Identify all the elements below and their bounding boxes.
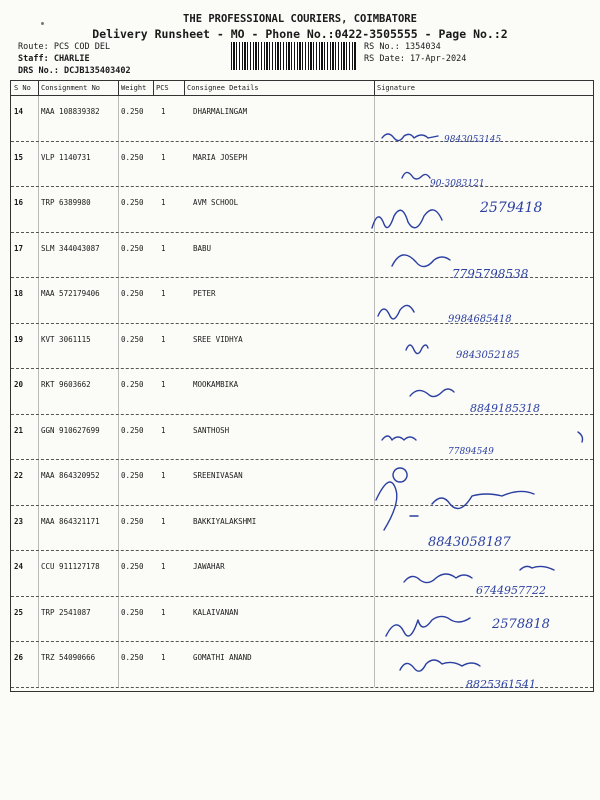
row-pcs: 1	[161, 516, 166, 526]
table-row	[11, 324, 593, 370]
table-row	[11, 460, 593, 506]
row-consignee: MARIA JOSEPH	[193, 152, 248, 162]
row-sno: 14	[14, 107, 24, 116]
row-sno: 24	[14, 562, 24, 571]
table-row	[11, 415, 593, 461]
row-consignment: GGN 910627699	[41, 425, 100, 435]
barcode-icon	[231, 42, 356, 70]
row-pcs: 1	[161, 198, 166, 207]
row-weight: 0.250	[121, 653, 144, 662]
table-row	[11, 278, 593, 324]
col-header-signature: Signature	[377, 84, 415, 92]
row-consignment: MAA 572179406	[41, 289, 100, 298]
row-sno: 20	[14, 380, 24, 389]
svg-text:9843052185: 9843052185	[456, 350, 520, 361]
row-pcs: 1	[161, 107, 166, 116]
row-weight: 0.250	[121, 380, 144, 389]
row-weight: 0.250	[121, 107, 144, 116]
row-consignment: SLM 344043087	[41, 243, 100, 253]
row-weight: 0.250	[121, 152, 144, 162]
col-header-pcs: PCS	[156, 84, 169, 92]
row-pcs: 1	[161, 471, 166, 480]
row-weight: 0.250	[121, 425, 144, 435]
row-weight: 0.250	[121, 334, 144, 344]
row-sno: 16	[14, 198, 24, 207]
row-weight: 0.250	[121, 289, 144, 298]
row-weight: 0.250	[121, 516, 144, 526]
col-header-consignee: Consignee Details	[187, 84, 259, 92]
svg-text:2578818: 2578818	[492, 617, 550, 632]
row-pcs: 1	[161, 334, 166, 344]
row-consignment: CCU 911127178	[41, 562, 100, 571]
col-header-sno: S No	[14, 84, 31, 92]
svg-text:7795798538: 7795798538	[452, 267, 529, 281]
row-consignee: KALAIVANAN	[193, 607, 239, 617]
svg-text:9843053145: 9843053145	[444, 135, 502, 145]
row-consignee: SREENIVASAN	[193, 471, 243, 480]
page-title: THE PROFESSIONAL COURIERS, COIMBATORE	[183, 13, 417, 25]
row-sno: 15	[14, 152, 24, 162]
svg-text:9984685418: 9984685418	[448, 314, 512, 325]
rs-number: RS No.: 1354034	[364, 42, 441, 52]
row-weight: 0.250	[121, 562, 144, 571]
svg-text:77894549: 77894549	[448, 447, 494, 457]
row-consignee: PETER	[193, 289, 216, 298]
row-consignment: MAA 108839382	[41, 107, 100, 116]
row-pcs: 1	[161, 380, 166, 389]
row-weight: 0.250	[121, 198, 144, 207]
row-weight: 0.250	[121, 471, 144, 480]
row-pcs: 1	[161, 152, 166, 162]
svg-text:8825361541: 8825361541	[466, 678, 536, 691]
row-pcs: 1	[161, 562, 166, 571]
row-consignment: TRZ 54090666	[41, 653, 96, 662]
route-label: Route: PCS COD DEL	[18, 42, 111, 52]
svg-text:6744957722: 6744957722	[476, 584, 546, 597]
svg-text:8849185318: 8849185318	[470, 402, 540, 415]
row-consignee: MOOKAMBIKA	[193, 380, 239, 389]
row-sno: 21	[14, 425, 24, 435]
table-row	[11, 369, 593, 415]
table-row	[11, 233, 593, 279]
row-sno: 19	[14, 334, 24, 344]
row-consignment: TRP 2541087	[41, 607, 91, 617]
table-row	[11, 597, 593, 643]
table-row	[11, 506, 593, 552]
row-sno: 22	[14, 471, 24, 480]
row-consignee: GOMATHI ANAND	[193, 653, 252, 662]
table-row	[11, 551, 593, 597]
row-consignment: VLP 1140731	[41, 152, 91, 162]
row-weight: 0.250	[121, 607, 144, 617]
row-consignment: KVT 3061115	[41, 334, 91, 344]
svg-text:8843058187: 8843058187	[428, 535, 511, 550]
row-consignment: TRP 6389980	[41, 198, 91, 207]
row-sno: 17	[14, 243, 24, 253]
staff-label: Staff: CHARLIE	[18, 54, 90, 64]
row-sno: 18	[14, 289, 24, 298]
page-subtitle: Delivery Runsheet - MO - Phone No.:0422-3505555 - Page No.:2	[92, 27, 508, 41]
svg-text:90-3083121: 90-3083121	[430, 179, 485, 189]
col-header-weight: Weight	[121, 84, 147, 92]
row-consignee: AVM SCHOOL	[193, 198, 239, 207]
svg-text:2579418: 2579418	[480, 200, 543, 216]
drs-number: DRS No.: DCJB135403402	[18, 66, 131, 76]
row-pcs: 1	[161, 289, 166, 298]
row-pcs: 1	[161, 425, 166, 435]
row-pcs: 1	[161, 607, 166, 617]
row-sno: 23	[14, 516, 24, 526]
row-consignee: BABU	[193, 243, 212, 253]
col-header-consignment: Consignment No	[41, 84, 101, 92]
rs-date: RS Date: 17-Apr-2024	[364, 54, 467, 64]
table-row	[11, 642, 593, 688]
row-consignment: RKT 9603662	[41, 380, 91, 389]
row-pcs: 1	[161, 243, 166, 253]
table-row	[11, 96, 593, 142]
row-sno: 26	[14, 653, 24, 662]
table-row	[11, 187, 593, 233]
row-consignee: SANTHOSH	[193, 425, 230, 435]
table-header	[11, 81, 593, 96]
row-weight: 0.250	[121, 243, 144, 253]
row-pcs: 1	[161, 653, 166, 662]
row-consignee: DHARMALINGAM	[193, 107, 248, 116]
row-consignment: MAA 864321171	[41, 516, 100, 526]
row-consignee: BAKKIYALAKSHMI	[193, 516, 257, 526]
table-row	[11, 142, 593, 188]
row-consignee: JAWAHAR	[193, 562, 225, 571]
row-sno: 25	[14, 607, 24, 617]
row-consignee: SREE VIDHYA	[193, 334, 243, 344]
runsheet-table	[10, 80, 594, 692]
row-consignment: MAA 864320952	[41, 471, 100, 480]
